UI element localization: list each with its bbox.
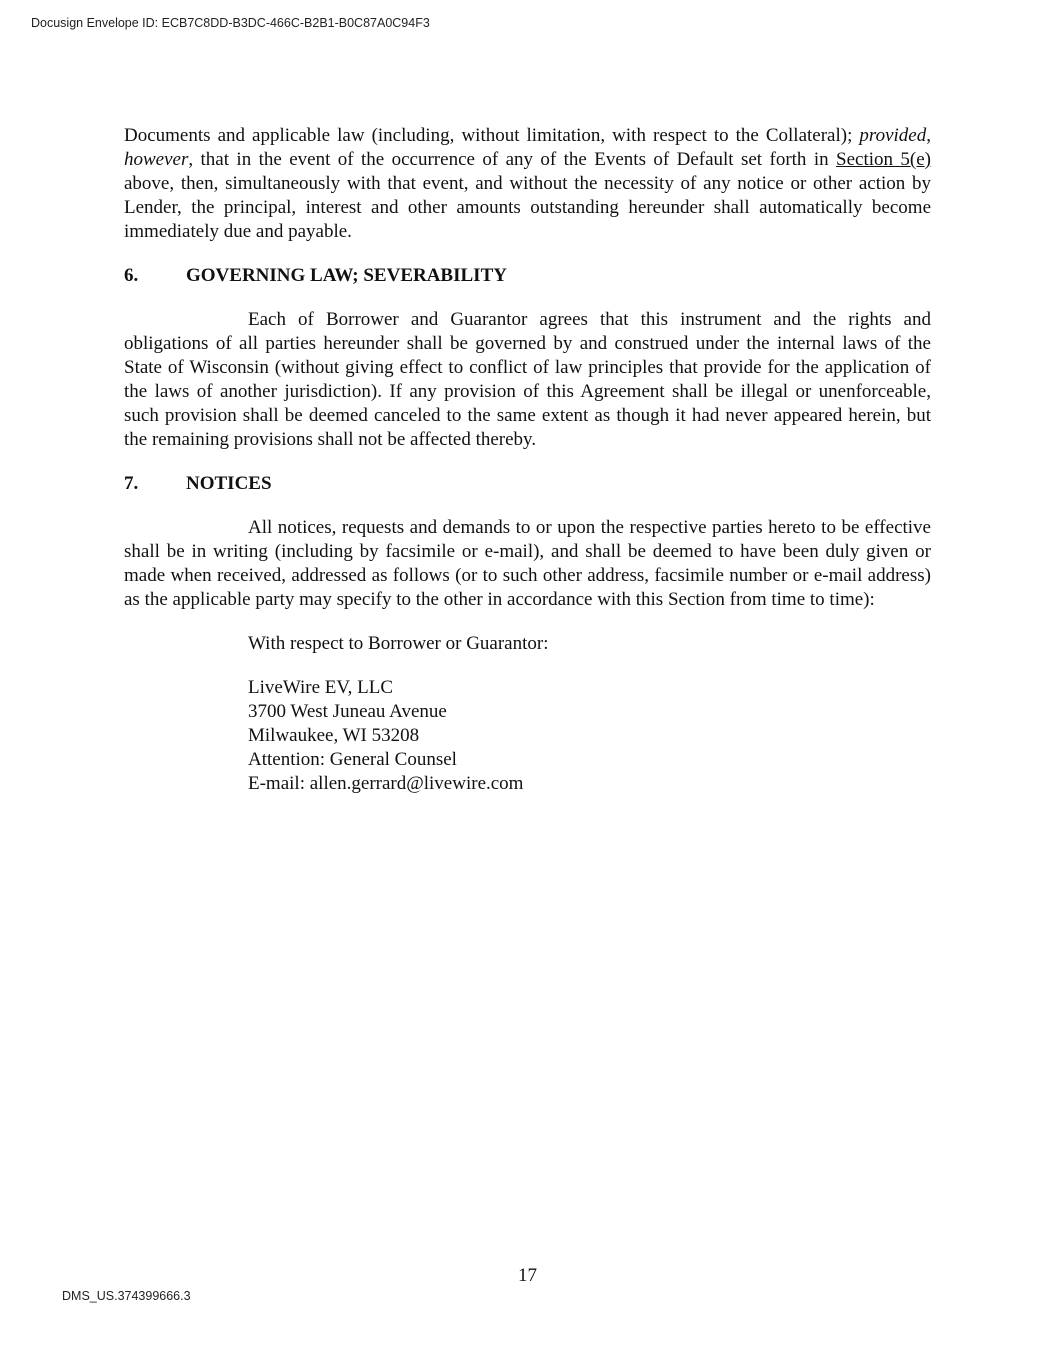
section-5e-reference: Section 5(e) — [836, 149, 931, 170]
intro-paragraph — [124, 124, 931, 244]
intro-however: however — [124, 149, 189, 170]
section-7-heading — [124, 472, 931, 496]
docusign-envelope-id: Docusign Envelope ID: ECB7C8DD-B3DC-466C-B2B1-B0C87A0C94F3 — [31, 16, 430, 30]
section-7-title: NOTICES — [186, 473, 272, 494]
document-body — [124, 124, 931, 796]
section-7-number: 7. — [124, 473, 139, 494]
intro-provided: provided — [859, 125, 927, 146]
notice-recipient-line: With respect to Borrower or Guarantor: — [248, 633, 549, 654]
address-city: Milwaukee, WI 53208 — [248, 725, 420, 746]
address-attention: Attention: General Counsel — [248, 749, 457, 770]
section-6-paragraph: Each of Borrower and Guarantor agrees that this instrument and the rights and obligations of all parties hereunder shall be governed by and construed under the internal laws of the State of Wisconsin (without giving effect to conflict of law principles that provide for the application of the laws of another jurisdiction). If any provision of this Agreement shall be illegal or unenforceable, such provision shall be deemed canceled to the same extent as though it had never appeared herein, but the remaining provisions shall not be affected thereby. — [124, 309, 931, 450]
section-6-heading — [124, 264, 931, 288]
section-7-paragraph: All notices, requests and demands to or upon the respective parties hereto to be effective shall be in writing (including by facsimile or e-mail), and shall be deemed to have been duly given or made when received, addressed as follows (or to such other address, facsimile number or e-mail address) as the applicable party may specify to the other in accordance with this Section from time to time): — [124, 517, 931, 610]
address-email: E-mail: allen.gerrard@livewire.com — [248, 773, 524, 794]
page-number: 17 — [518, 1265, 537, 1286]
intro-text-1: Documents and applicable law (including, without limitation, with respect to the Collateral); — [124, 125, 860, 146]
section-6-title: GOVERNING LAW; SEVERABILITY — [186, 265, 507, 286]
notice-address-block — [248, 676, 931, 796]
intro-text-3: above, then, simultaneously with that event, and without the necessity of any notice or other action by Lender, the principal, interest and other amounts outstanding hereunder shall automatically become immediately due and payable. — [124, 173, 931, 242]
address-street: 3700 West Juneau Avenue — [248, 701, 447, 722]
intro-comma: , — [926, 125, 931, 146]
section-6-number: 6. — [124, 265, 139, 286]
address-company: LiveWire EV, LLC — [248, 677, 394, 698]
dms-document-id: DMS_US.374399666.3 — [62, 1289, 191, 1303]
intro-text-2: , that in the event of the occurrence of any of the Events of Default set forth in — [188, 149, 837, 170]
